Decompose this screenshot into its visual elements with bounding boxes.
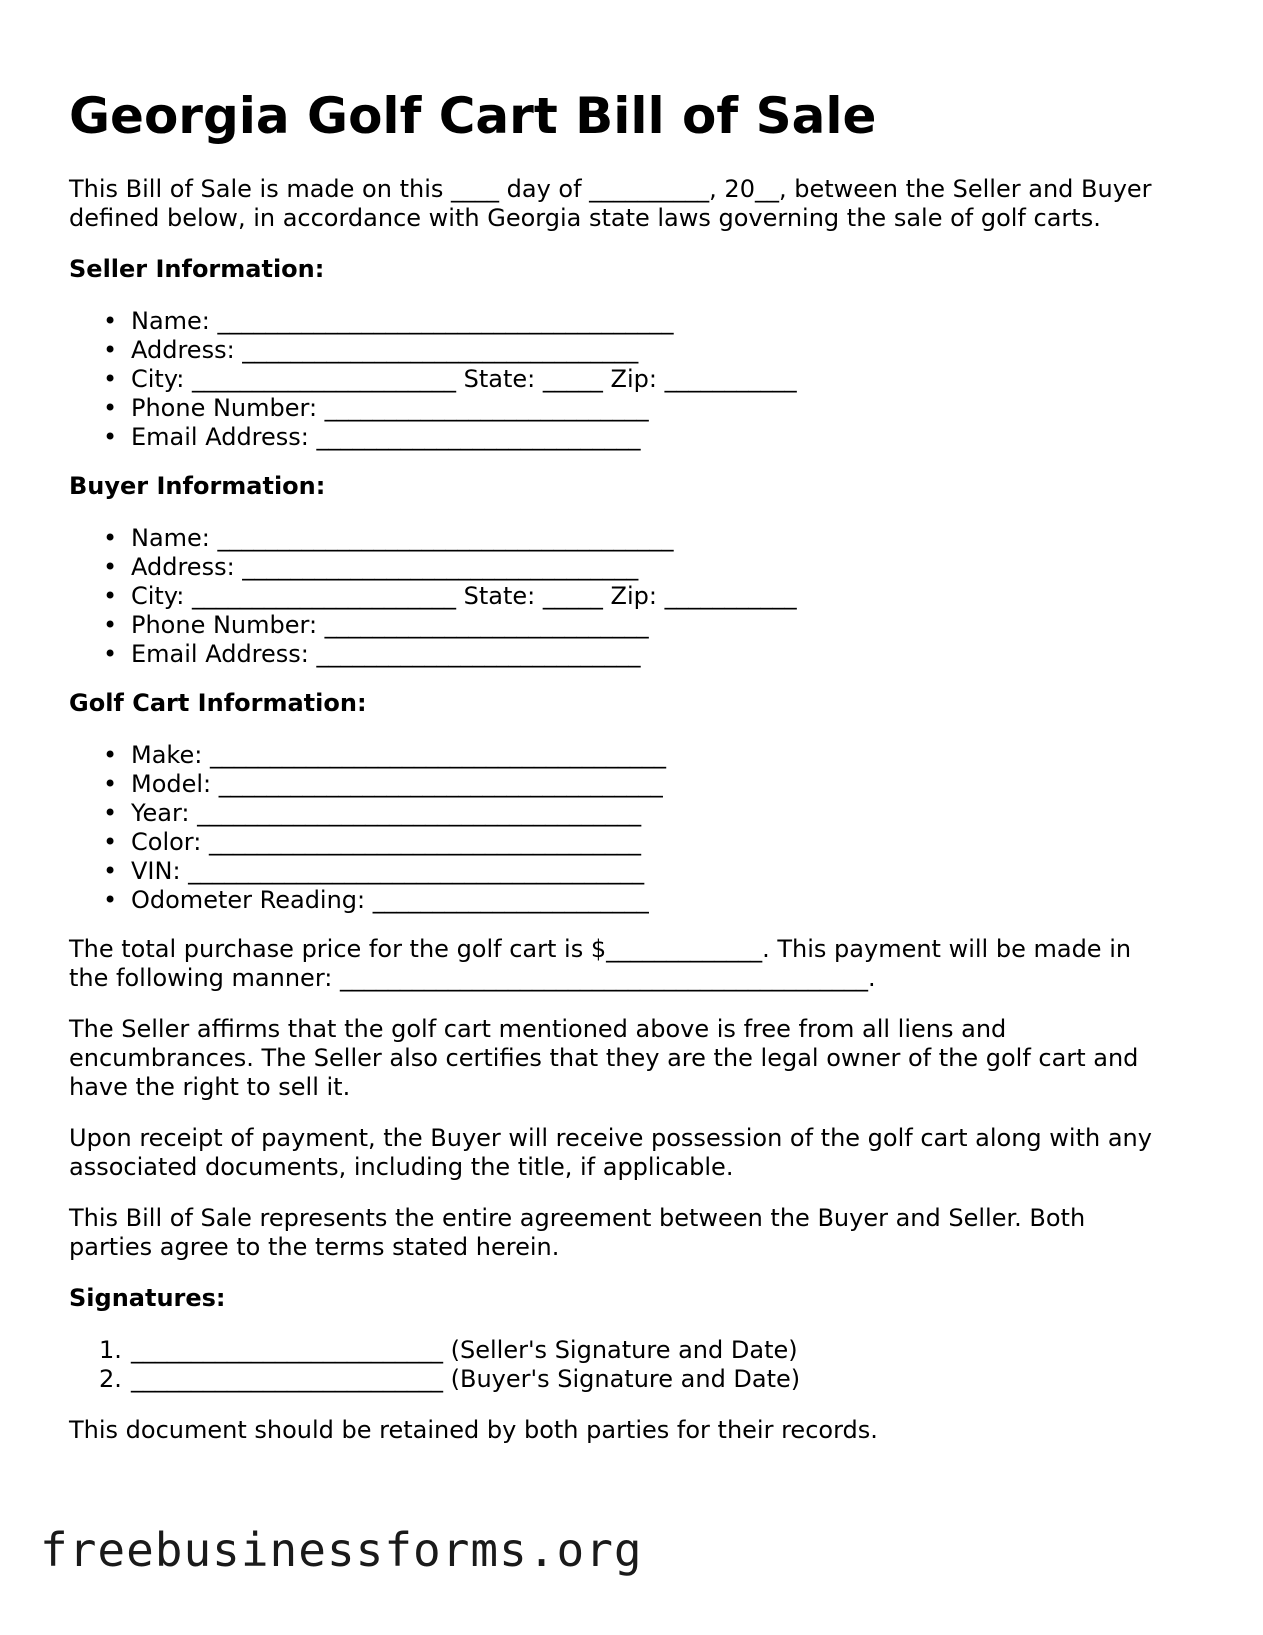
- buyer-fields-list: [69, 524, 797, 669]
- cart-odometer-field[interactable]: • Odometer Reading: _______________________: [69, 886, 666, 915]
- seller-email-field[interactable]: • Email Address: ___________________________: [69, 423, 797, 452]
- cart-year-field[interactable]: • Year: _____________________________________: [69, 799, 666, 828]
- cart-color-field[interactable]: • Color: ____________________________________: [69, 828, 666, 857]
- buyer-signature-line[interactable]: [69, 1365, 800, 1394]
- buyer-city-state-zip-field[interactable]: • City: ______________________ State: _____ Zip: ___________: [69, 582, 797, 611]
- buyer-name-field[interactable]: • Name: ______________________________________: [69, 524, 797, 553]
- liens-paragraph: The Seller affirms that the golf cart mentioned above is free from all liens and encumbrances. The Seller also certifies that they are the legal owner of the golf cart and have the right to sell it.: [69, 1015, 1139, 1101]
- signatures-list: [69, 1336, 800, 1394]
- watermark-text: freebusinessforms.org: [40, 1523, 643, 1577]
- golf-cart-fields-list: [69, 741, 666, 915]
- buyer-signature-text: __________________________ (Buyer's Signature and Date): [131, 1365, 801, 1393]
- cart-model-field[interactable]: • Model: _____________________________________: [69, 770, 666, 799]
- buyer-heading: Buyer Information:: [69, 472, 326, 500]
- cart-make-field[interactable]: • Make: ______________________________________: [69, 741, 666, 770]
- page-title: Georgia Golf Cart Bill of Sale: [69, 87, 877, 145]
- signature-number: 2.: [99, 1365, 122, 1393]
- seller-name-field[interactable]: • Name: ______________________________________: [69, 307, 797, 336]
- seller-phone-field[interactable]: • Phone Number: ___________________________: [69, 394, 797, 423]
- seller-signature-line[interactable]: [69, 1336, 800, 1365]
- seller-signature-text: __________________________ (Seller's Signature and Date): [131, 1336, 798, 1364]
- closing-paragraph: This document should be retained by both parties for their records.: [69, 1416, 878, 1444]
- price-paragraph: The total purchase price for the golf cart is $_____________. This payment will be made in the following manner: ____________________________________________.: [69, 935, 1132, 992]
- agreement-paragraph: This Bill of Sale represents the entire agreement between the Buyer and Seller. Both parties agree to the terms stated herein.: [69, 1204, 1086, 1261]
- seller-address-field[interactable]: • Address: _________________________________: [69, 336, 797, 365]
- signatures-heading: Signatures:: [69, 1284, 226, 1312]
- intro-paragraph: This Bill of Sale is made on this ____ day of __________, 20__, between the Seller and Buyer defined below, in accordance with Georgia state laws governing the sale of golf carts.: [69, 175, 1152, 232]
- buyer-email-field[interactable]: • Email Address: ___________________________: [69, 640, 797, 669]
- buyer-phone-field[interactable]: • Phone Number: ___________________________: [69, 611, 797, 640]
- signature-number: 1.: [99, 1336, 122, 1364]
- possession-paragraph: Upon receipt of payment, the Buyer will receive possession of the golf cart along with any associated documents, including the title, if applicable.: [69, 1124, 1152, 1181]
- cart-vin-field[interactable]: • VIN: ______________________________________: [69, 857, 666, 886]
- golf-cart-heading: Golf Cart Information:: [69, 689, 367, 717]
- buyer-address-field[interactable]: • Address: _________________________________: [69, 553, 797, 582]
- seller-city-state-zip-field[interactable]: • City: ______________________ State: _____ Zip: ___________: [69, 365, 797, 394]
- seller-fields-list: [69, 307, 797, 452]
- seller-heading: Seller Information:: [69, 255, 325, 283]
